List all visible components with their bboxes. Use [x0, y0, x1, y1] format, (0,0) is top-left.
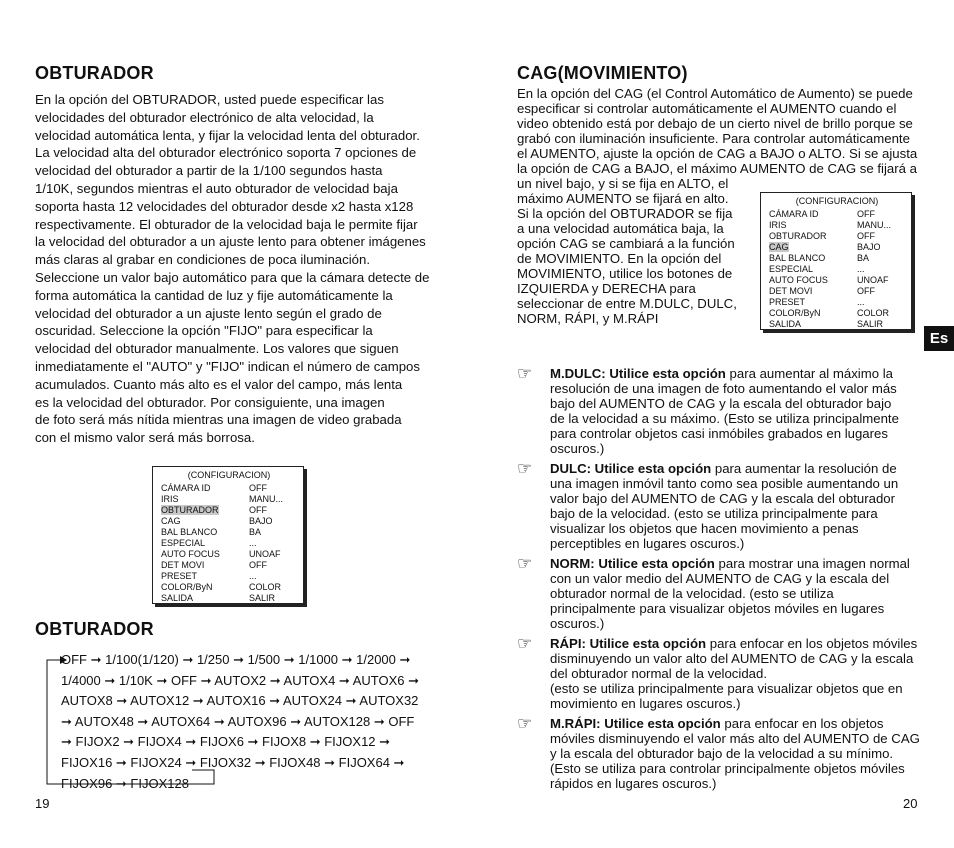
menu-item-value: OFF: [249, 505, 267, 515]
menu-item-label: DET MOVI: [769, 286, 813, 296]
paragraph-line: con el mismo valor será más borrosa.: [35, 430, 255, 446]
menu-item-label: DET MOVI: [161, 560, 205, 570]
paragraph-line: velocidad del obturador a un ajuste lento según el grado de: [35, 305, 382, 321]
paragraph-line: un nivel bajo, y si se fija en ALTO, el: [517, 176, 729, 191]
menu-item-label: ESPECIAL: [769, 264, 814, 274]
option-line: perceptibles en lugares oscuros.): [550, 536, 745, 551]
menu-item-label: BAL BLANCO: [161, 527, 218, 537]
paragraph-line: acumulados. Cuanto más alto es el valor del campo, más lenta: [35, 376, 403, 392]
configuracion-menu: [152, 466, 304, 604]
option-line: [550, 636, 937, 651]
paragraph-line: velocidad del obturador manualmente. Los valores que siguen: [35, 341, 399, 357]
paragraph-line: opción CAG se cambiará a la función: [517, 236, 735, 251]
option-item: [517, 461, 937, 551]
paragraph-line: seleccionar de entre M.DULC, DULC,: [517, 296, 737, 311]
obturador-description: [35, 91, 445, 447]
option-title: DULC: Utilice esta opción: [550, 461, 712, 476]
paragraph-line: velocidad automática lenta, y fijar la velocidad lenta del obturador.: [35, 127, 420, 143]
paragraph-line: máximo AUMENTO se fijará en alto.: [517, 191, 729, 206]
menu-row: [161, 549, 297, 560]
option-item: [517, 636, 937, 711]
option-line: para controlar objetos casi inmóbiles grabados en lugares: [550, 426, 888, 441]
menu-item-value: COLOR: [249, 582, 282, 592]
option-line: una imagen inmóvil tanto como sea posible aumentando un: [550, 476, 899, 491]
paragraph-line: NORM, RÁPI, y M.RÁPI: [517, 311, 659, 326]
sequence-line: ➞ FIJOX2 ➞ FIJOX4 ➞ FIJOX6 ➞ FIJOX8 ➞ FIJOX12 ➞: [61, 734, 391, 750]
menu-row: [161, 560, 297, 571]
menu-item-value: COLOR: [857, 308, 890, 318]
menu-item-label: SALIDA: [161, 593, 194, 603]
option-line: movimiento en lugares oscuros.): [550, 696, 741, 711]
menu-row: [161, 538, 297, 549]
menu-item-label: IRIS: [161, 494, 179, 504]
option-title: M.DULC: Utilice esta opción: [550, 366, 726, 381]
menu-item-value: UNOAF: [857, 275, 889, 285]
paragraph-line: respectivamente. El obturador de la velocidad baja le permite fijar: [35, 216, 418, 232]
menu-item-value: OFF: [857, 231, 875, 241]
option-line: móviles disminuyendo el valor más alto del AUMENTO de CAG: [550, 731, 920, 746]
paragraph-line: más claras al grabar en condiciones de poca iluminación.: [35, 252, 370, 268]
menu-row: [769, 264, 905, 275]
sequence-line: FIJOX96 ➞ FIJOX128: [61, 775, 189, 791]
menu-title: (CONFIGURACION): [795, 196, 879, 206]
sequence-line: 1/4000 ➞ 1/10K ➞ OFF ➞ AUTOX2 ➞ AUTOX4 ➞ AUTOX6 ➞: [61, 672, 419, 688]
option-line: con un valor medio del AUMENTO de CAG y la escala del: [550, 571, 890, 586]
menu-item-label: CAG: [161, 516, 181, 526]
menu-row: [769, 286, 905, 297]
paragraph-line: 1/10K, segundos mientras el auto obturador de velocidad baja: [35, 180, 398, 196]
menu-row: [769, 231, 905, 242]
paragraph-line: a una velocidad automática baja, la: [517, 221, 724, 236]
menu-item-value: UNOAF: [249, 549, 281, 559]
menu-row: [161, 571, 297, 582]
page-number-left: 19: [35, 796, 50, 811]
menu-item-value: BA: [249, 527, 262, 537]
sequence-line: FIJOX16 ➞ FIJOX24 ➞ FIJOX32 ➞ FIJOX48 ➞ FIJOX64 ➞: [61, 754, 405, 770]
option-line: y la escala del obturador bajo de la velocidad a su mínimo.: [550, 746, 894, 761]
option-line: bajo de la velocidad. (esto se utiliza principalmente para: [550, 506, 878, 521]
menu-item-value: OFF: [249, 483, 267, 493]
menu-item-value: SALIR: [857, 319, 884, 329]
menu-item-value: ...: [857, 297, 865, 307]
menu-item-label: AUTO FOCUS: [161, 549, 220, 559]
cag-description: [517, 86, 937, 176]
menu-item-value: SALIR: [249, 593, 276, 603]
option-item: [517, 716, 937, 791]
menu-item-value: ...: [249, 538, 257, 548]
paragraph-line: En la opción del OBTURADOR, usted puede especificar las: [35, 92, 384, 107]
sequence-line: OFF ➞ 1/100(1/120) ➞ 1/250 ➞ 1/500 ➞ 1/1000 ➞ 1/2000 ➞: [61, 652, 411, 667]
menu-item-value: MANU...: [249, 494, 284, 504]
paragraph-line: el AUMENTO, ajuste la opción de CAG a BAJO o ALTO. Si se ajusta: [517, 146, 918, 161]
paragraph-line: es la velocidad del obturador. Por consiguiente, una imagen: [35, 394, 385, 410]
pointing-hand-icon: ☞: [517, 634, 533, 653]
page-number-right: 20: [903, 796, 918, 811]
menu-item-label: CÁMARA ID: [769, 209, 819, 219]
movimiento-options-list: [517, 366, 937, 796]
option-line: (esto se utiliza principalmente para visualizar objetos que en: [550, 681, 903, 696]
menu-row: [161, 582, 297, 593]
menu-item-label: COLOR/ByN: [161, 582, 213, 592]
paragraph-line: de foto será más nítida mientras una imagen de video grabada: [35, 412, 402, 428]
menu-item-label: COLOR/ByN: [769, 308, 821, 318]
option-line: valor bajo del AUMENTO de CAG y la escala del obturador: [550, 491, 895, 506]
option-line: (Esto se utiliza para controlar principalmente objetos móviles: [550, 761, 905, 776]
sequence-line: ➞ AUTOX48 ➞ AUTOX64 ➞ AUTOX96 ➞ AUTOX128 ➞ OFF: [61, 713, 415, 729]
menu-row: [769, 253, 905, 264]
pointing-hand-icon: ☞: [517, 364, 533, 383]
menu-item-label: CÁMARA ID: [161, 483, 211, 493]
pointing-hand-icon: ☞: [517, 459, 533, 478]
menu-row: [161, 527, 297, 538]
paragraph-line: especificar si controlar automáticamente el AUMENTO cuando el: [517, 101, 897, 116]
pointing-hand-icon: ☞: [517, 714, 533, 733]
menu-row: [769, 242, 905, 253]
configuracion-menu-cag: [760, 192, 912, 330]
paragraph-line: video obtenido está por debajo de un cierto nivel de brillo porque se: [517, 116, 913, 131]
menu-item-value: OFF: [857, 209, 875, 219]
shutter-speed-sequence: [61, 650, 461, 794]
option-text: para aumentar la resolución de: [711, 461, 897, 476]
menu-row: [769, 275, 905, 286]
menu-row: [161, 483, 297, 494]
paragraph-line: inmediatamente el "AUTO" y "FIJO" indican el número de campos: [35, 358, 420, 374]
paragraph-line: oscuridad. Seleccione la opción "FIJO" para especificar la: [35, 323, 373, 339]
menu-item-label: BAL BLANCO: [769, 253, 826, 263]
option-text: para mostrar una imagen normal: [714, 556, 910, 571]
menu-item-label: IRIS: [769, 220, 787, 230]
option-text: para enfocar en los objetos: [720, 716, 884, 731]
option-title: M.RÁPI: Utilice esta opción: [550, 716, 721, 731]
paragraph-line: de MOVIMIENTO. En la opción del: [517, 251, 722, 266]
menu-item-label: SALIDA: [769, 319, 802, 329]
option-line: de la velocidad a su máximo. (Esto se utiliza principalmente: [550, 411, 899, 426]
menu-row: [161, 505, 297, 516]
option-line: obturador normal de la velocidad. (esto se utiliza: [550, 586, 834, 601]
paragraph-line: La velocidad alta del obturador electrónico soporta 7 opciones de: [35, 145, 417, 161]
option-line: rápidos en lugares oscuros.): [550, 776, 717, 791]
menu-row: [161, 516, 297, 527]
option-line: disminuyendo un valor alto del AUMENTO de CAG y la escala: [550, 651, 914, 666]
menu-row: [769, 308, 905, 319]
menu-item-label: PRESET: [161, 571, 198, 581]
language-tab-es: Es: [924, 326, 954, 351]
option-line: resolución de una imagen de foto aumentando el valor más: [550, 381, 897, 396]
menu-item-label: CAG: [769, 242, 789, 252]
menu-item-label: OBTURADOR: [161, 505, 219, 515]
option-line: [550, 556, 937, 571]
menu-item-value: MANU...: [857, 220, 892, 230]
option-item: [517, 366, 937, 456]
paragraph-line: velocidades del obturador electrónico de alta velocidad, la: [35, 109, 374, 125]
sequence-line: AUTOX8 ➞ AUTOX12 ➞ AUTOX16 ➞ AUTOX24 ➞ AUTOX32: [61, 693, 419, 709]
cag-description-continued: [517, 176, 747, 326]
paragraph-line: la opción de CAG a BAJO, el máximo AUMENTO de CAG se fijará a: [517, 161, 917, 176]
option-line: oscuros.): [550, 616, 605, 631]
option-line: del obturador normal de la velocidad.: [550, 666, 767, 681]
menu-row: [769, 209, 905, 220]
option-line: bajo del AUMENTO de CAG y la escala del obturador bajo: [550, 396, 892, 411]
menu-title: (CONFIGURACION): [187, 470, 271, 480]
paragraph-line: velocidad del obturador a partir de la 1/100 segundos hasta: [35, 163, 383, 179]
menu-item-label: AUTO FOCUS: [769, 275, 828, 285]
menu-row: [161, 494, 297, 505]
option-title: NORM: Utilice esta opción: [550, 556, 715, 571]
paragraph-line: IZQUIERDA y DERECHA para: [517, 281, 696, 296]
menu-row: [769, 319, 905, 330]
option-line: oscuros.): [550, 441, 605, 456]
paragraph-line: la velocidad del obturador a un ajuste lento para obtener imágenes: [35, 234, 426, 250]
option-line: visualizar los objetos que hacen movimiento a penas: [550, 521, 859, 536]
option-text: para aumentar al máximo la: [725, 366, 893, 381]
paragraph-line: MOVIMIENTO, utilice los botones de: [517, 266, 733, 281]
menu-item-value: ...: [249, 571, 257, 581]
paragraph-line: Si la opción del OBTURADOR se fija: [517, 206, 733, 221]
section-heading-obturador: OBTURADOR: [35, 63, 154, 83]
paragraph-line: soporta hasta 12 velocidades del obturador desde x2 hasta x128: [35, 198, 414, 214]
option-line: [550, 716, 937, 731]
paragraph-line: grabó con iluminación insuficiente. Para controlar automáticamente: [517, 131, 910, 146]
menu-item-value: BA: [857, 253, 870, 263]
menu-item-label: OBTURADOR: [769, 231, 827, 241]
menu-item-value: OFF: [249, 560, 267, 570]
section-heading-cag: CAG(MOVIMIENTO): [517, 63, 688, 83]
section-heading-obturador-sequence: OBTURADOR: [35, 619, 154, 639]
menu-item-value: BAJO: [857, 242, 881, 252]
option-text: para enfocar en los objetos móviles: [706, 636, 918, 651]
option-line: [550, 366, 937, 381]
paragraph-line: En la opción del CAG (el Control Automático de Aumento) se puede: [517, 86, 913, 101]
menu-item-label: PRESET: [769, 297, 806, 307]
menu-row: [161, 593, 297, 604]
menu-item-label: ESPECIAL: [161, 538, 206, 548]
paragraph-line: forma automática la cantidad de luz y fije automáticamente la: [35, 287, 393, 303]
menu-row: [769, 220, 905, 231]
menu-row: [769, 297, 905, 308]
menu-item-value: BAJO: [249, 516, 273, 526]
menu-item-value: ...: [857, 264, 865, 274]
option-title: RÁPI: Utilice esta opción: [550, 636, 707, 651]
option-line: principalmente para visualizar objetos móviles en lugares: [550, 601, 885, 616]
paragraph-line: Seleccione un valor bajo automático para que la cámara detecte de: [35, 269, 430, 285]
option-line: [550, 461, 937, 476]
menu-item-value: OFF: [857, 286, 875, 296]
pointing-hand-icon: ☞: [517, 554, 533, 573]
option-item: [517, 556, 937, 631]
